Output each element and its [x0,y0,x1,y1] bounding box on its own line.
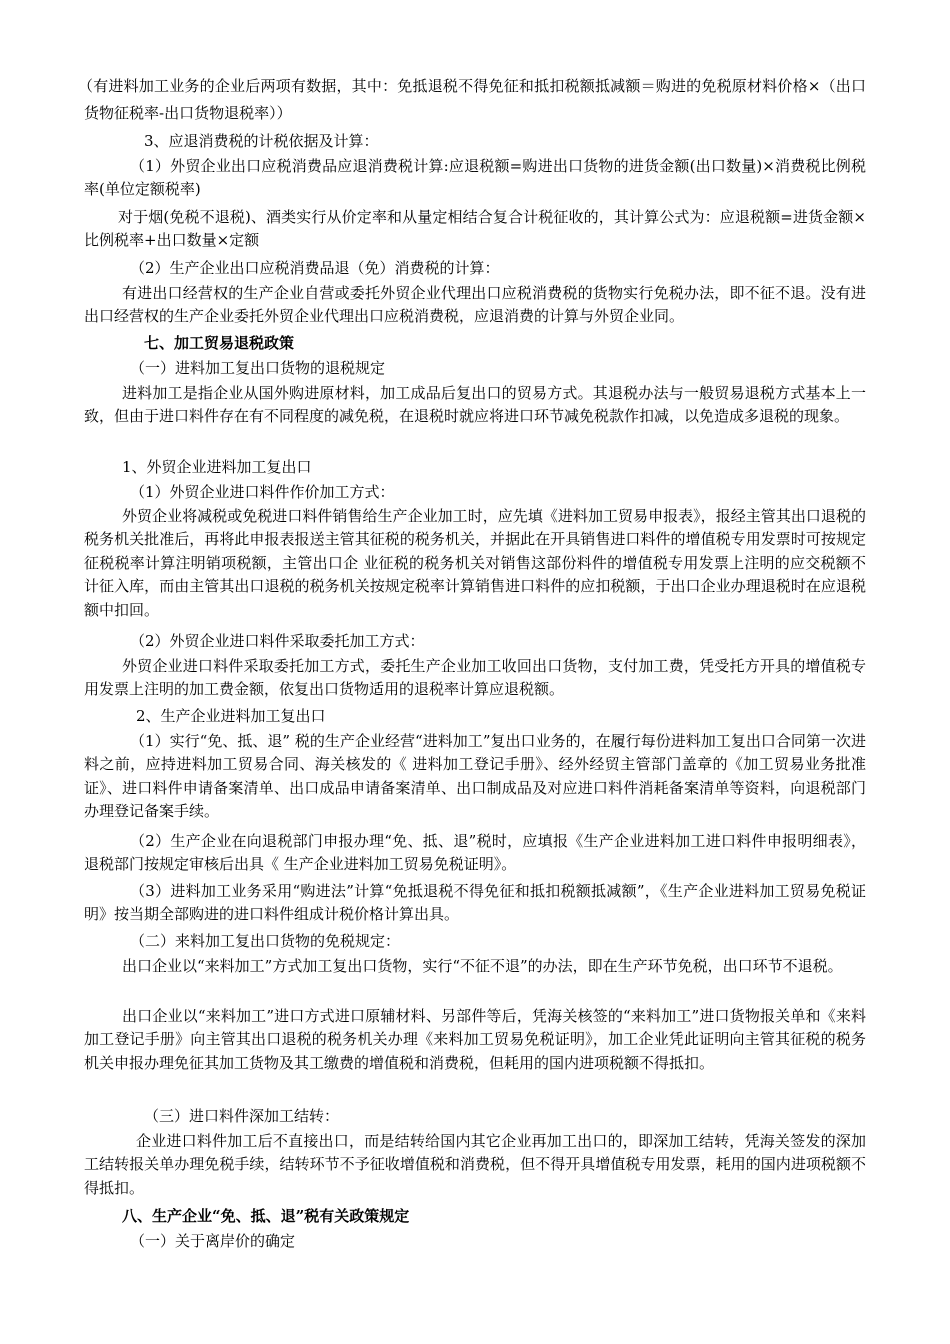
paragraph-17: （3）进料加工业务采用“购进法”计算“免抵退税不得免征和抵扣税额抵减额”，《生产企业进料加工贸易免税证明》按当期全部购进的进口料件组成计税价格计算出具。 [84,882,866,924]
section-heading-7: 七、加工贸易退税政策 [144,334,295,352]
subsection-heading-7-3: （三）进口料件深加工结转： [144,1107,340,1125]
paragraph-11: 外贸企业将减税或免税进口料件销售给生产企业加工时，应先填《进料加工贸易申报表》，报经主管其出口退税的税务机关批准后，再将此申报表报送主管其征税的税务机关，并据此在开具销售进口料件的增值税专用发票时可按规定征税税率计算注明销项税额，主管出口企 业征税的税务机关对销售这部份料件的增值税专用发票上注明的应交税额不计征入库，而由主管其出口退税的税务机关按规定税率计算销售进口料件的应扣税额，于出口企业办理退税时在应退税额中扣回。 [84,507,866,619]
paragraph-22: 企业进口料件加工后不直接出口，而是结转给国内其它企业再加工出口的，即深加工结转，凭海关签发的深加工结转报关单办理免税手续，结转环节不予征收增值税和消费税，但不得开具增值税专用发票，耗用的国内进项税额不得抵扣。 [84,1132,866,1197]
paragraph-14: 2、生产企业进料加工复出口 [136,707,326,725]
subsection-heading-7-2: （二）来料加工复出口货物的免税规定： [130,932,401,950]
paragraph-9: 1、外贸企业进料加工复出口 [122,458,312,476]
paragraph-8: 进料加工是指企业从国外购进原材料，加工成品后复出口的贸易方式。其退税办法与一般贸易退税方式基本上一致，但由于进口料件存在有不同程度的减免税，在退税时就应将进口环节减免税款作扣减，以免造成多退税的现象。 [84,384,866,426]
paragraph-3: （1）外贸企业出口应税消费品应退消费税计算:应退税额=购进出口货物的进货金额(出口数量)×消费税比例税率(单位定额税率) [84,157,866,199]
paragraph-5: （2）生产企业出口应税消费品退（免）消费税的计算： [130,259,500,277]
subsection-heading-7-1: （一）进料加工复出口货物的退税规定 [130,359,386,377]
paragraph-2: 3、应退消费税的计税依据及计算： [144,132,379,150]
paragraph-10: （1）外贸企业进口料件作价加工方式： [130,483,395,501]
section-heading-8: 八、生产企业“免、抵、退”税有关政策规定 [122,1207,410,1225]
paragraph-20: 出口企业以“来料加工”进口方式进口原辅材料、另部件等后，凭海关核签的“来料加工”进口货物报关单和《来料加工登记手册》向主管其出口退税的税务机关办理《来料加工贸易免税证明》，加工企业凭此证明向主管其征税的税务机关申报办理免征其加工货物及其工缴费的增值税和消费税，但耗用的国内进项税额不得抵扣。 [84,1007,866,1072]
paragraph-19: 出口企业以“来料加工”方式加工复出口货物，实行“不征不退”的办法，即在生产环节免税，出口环节不退税。 [122,957,843,975]
subsection-heading-8-1: （一）关于离岸价的确定 [130,1232,296,1250]
paragraph-1: （有进料加工业务的企业后两项有数据，其中：免抵退税不得免征和抵扣税额抵减额＝购进的免税原材料价格×（出口货物征税率-出口货物退税率）） [78,77,866,122]
paragraph-13: 外贸企业进口料件采取委托加工方式，委托生产企业加工收回出口货物，支付加工费，凭受托方开具的增值税专用发票上注明的加工费金额，依复出口货物适用的退税率计算应退税额。 [84,657,866,699]
paragraph-15: （1）实行“免、抵、退” 税的生产企业经营“进料加工”复出口业务的，在履行每份进料加工复出口合同第一次进料之前，应持进料加工贸易合同、海关核发的《 进料加工登记手册》、经外经贸主管部门盖章的《加工贸易业务批准证》、进口料件申请备案清单、出口成品申请备案清单、出口制成品及对应进口料件消耗备案清单等资料，向退税部门办理登记备案手续。 [84,732,866,821]
paragraph-4: 对于烟(免税不退税)、酒类实行从价定率和从量定相结合复合计税征收的，其计算公式为：应退税额=进货金额×比例税率+出口数量×定额 [84,208,866,250]
paragraph-12: （2）外贸企业进口料件采取委托加工方式： [130,632,425,650]
paragraph-16: （2）生产企业在向退税部门申报办理“免、抵、退”税时，应填报《生产企业进料加工进口料件申报明细表》，退税部门按规定审核后出具《 生产企业进料加工贸易免税证明》。 [84,832,866,874]
paragraph-6: 有进出口经营权的生产企业自营或委托外贸企业代理出口应税消费税的货物实行免税办法，即不征不退。没有进出口经营权的生产企业委托外贸企业代理出口应税消费税，应退消费的计算与外贸企业同。 [84,284,866,326]
